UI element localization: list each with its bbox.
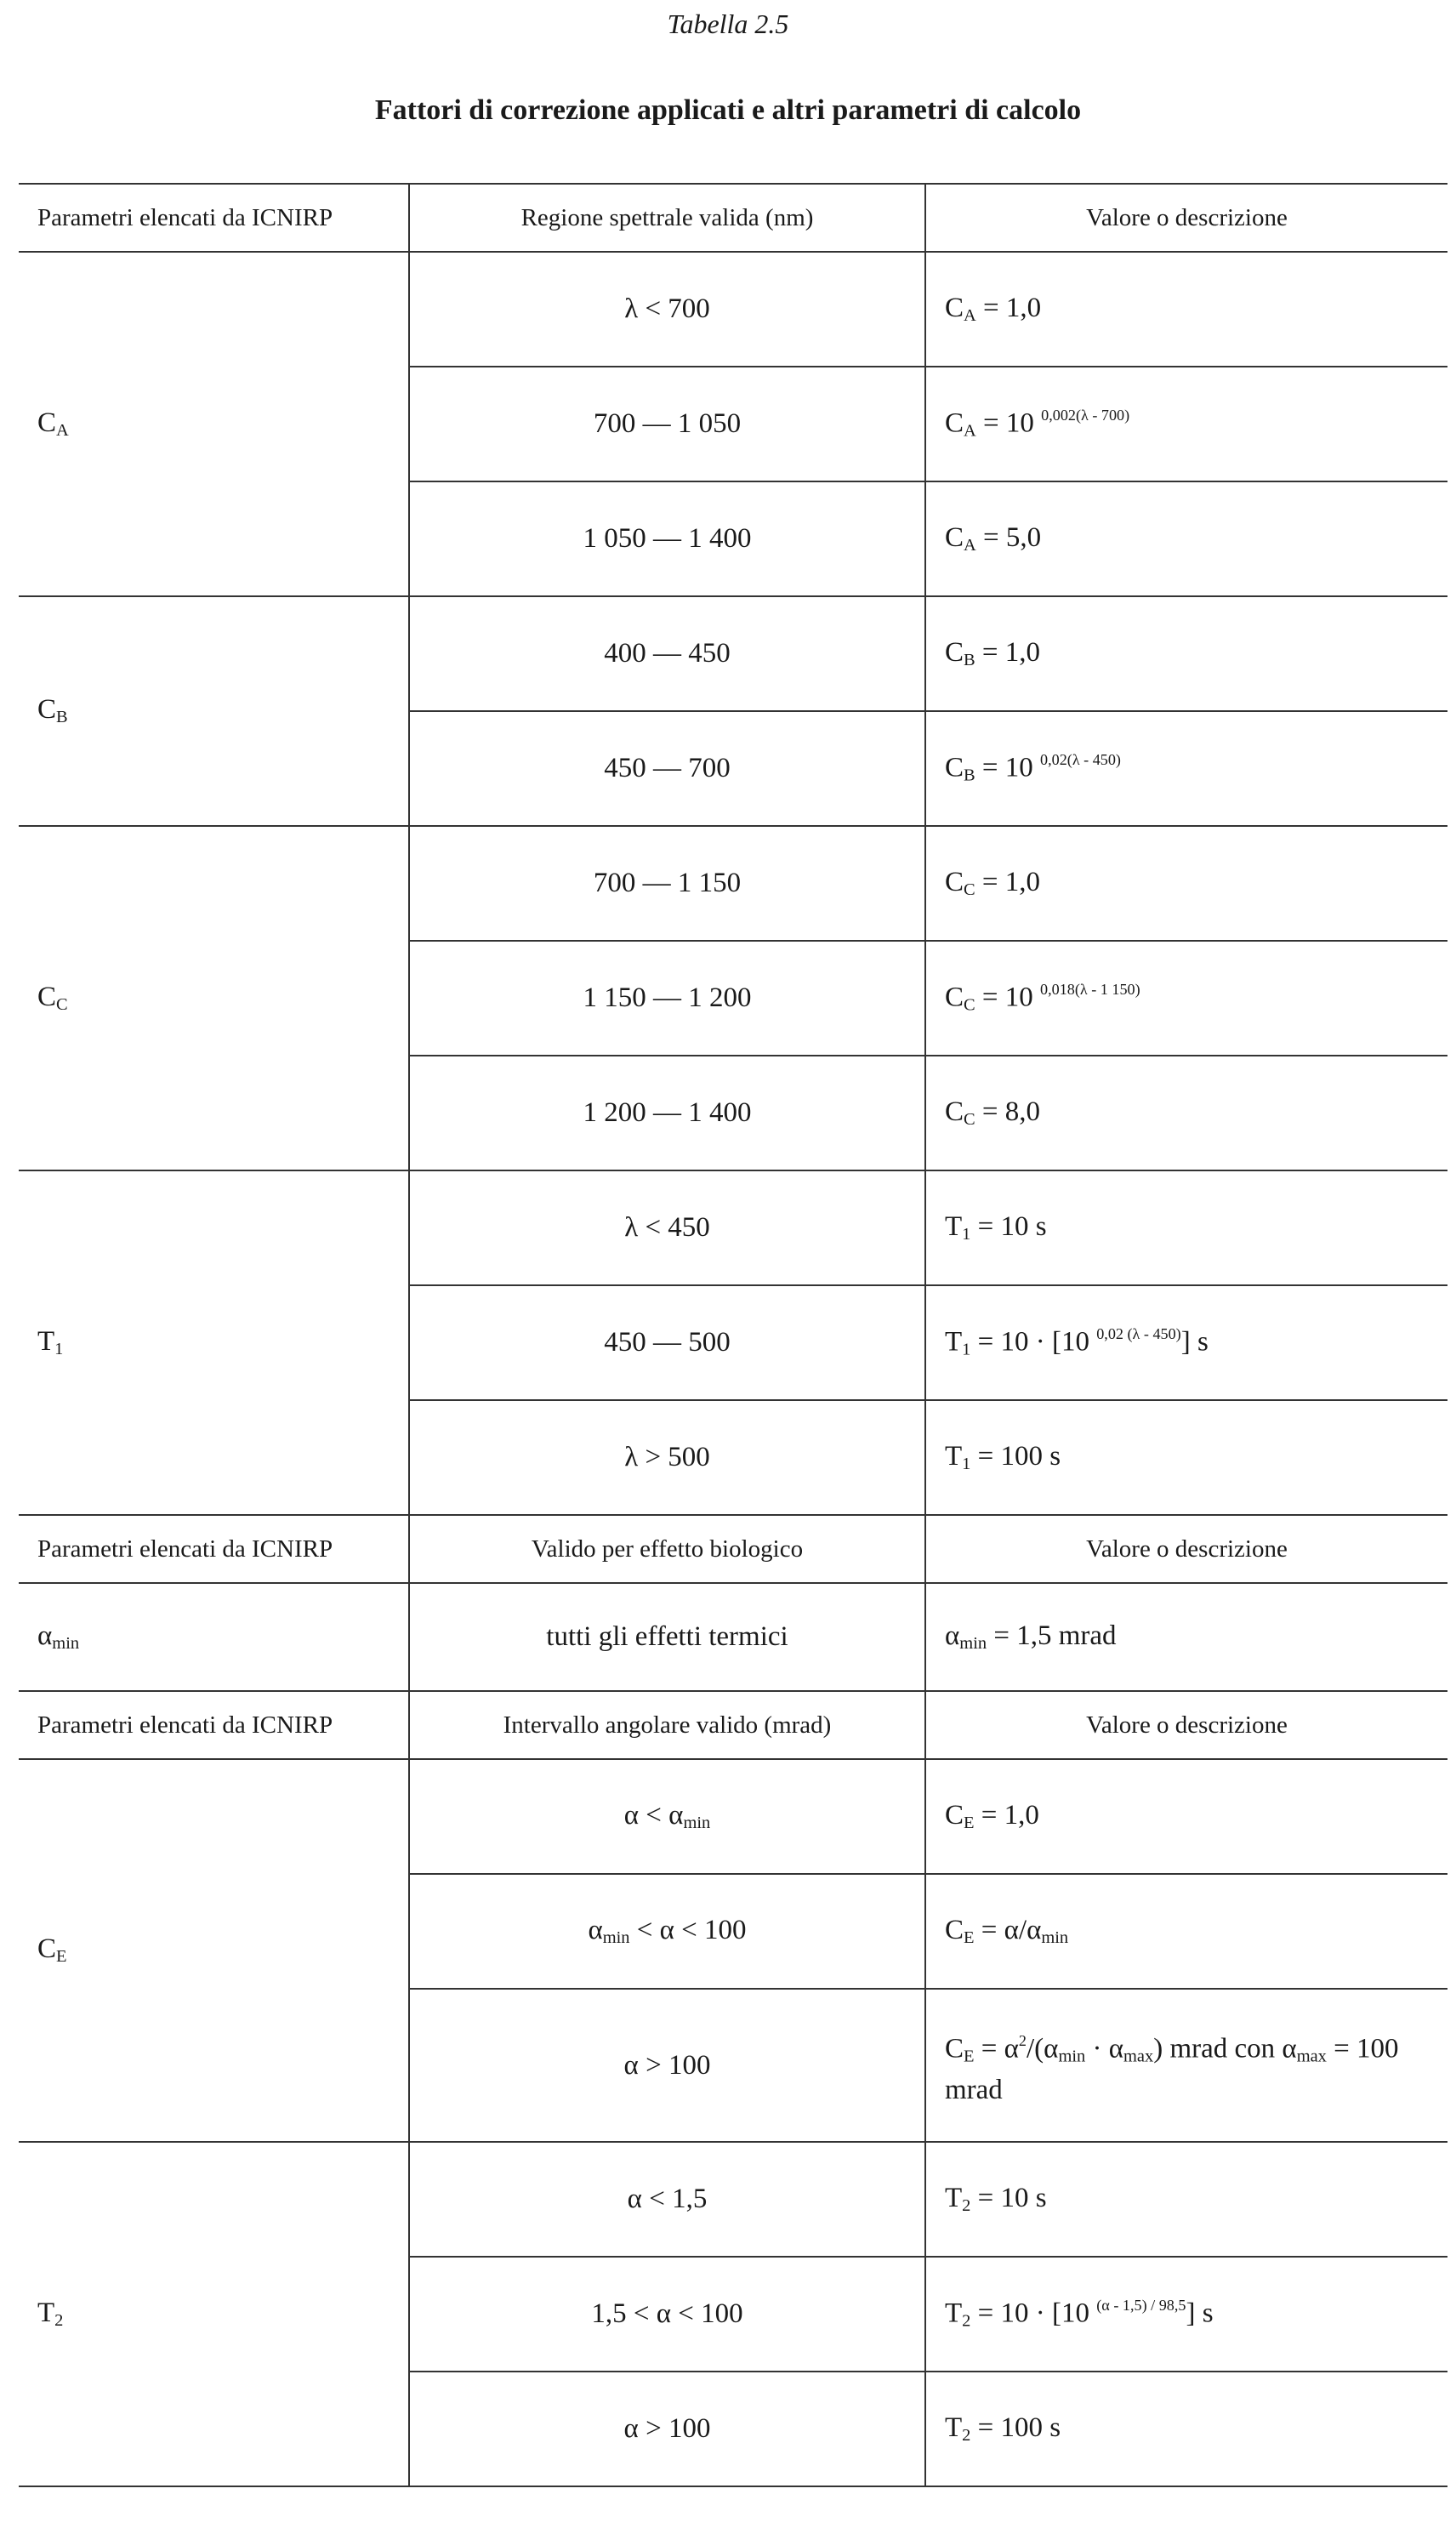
value-cell: $C_B = 10$ $^{0,02(\lambda - 450)}$ <box>925 711 1447 826</box>
value-cell: $C_E = \alpha/\alpha_{min}$ <box>925 1874 1447 1989</box>
header-value: Valore o descrizione <box>925 184 1447 252</box>
value-cell: $C_A = 5,0$ <box>925 481 1447 596</box>
range-cell: 1 150 — 1 200 <box>409 941 925 1056</box>
value-cell: $T_2 = 10$ s <box>925 2142 1447 2257</box>
range-cell: 400 — 450 <box>409 596 925 711</box>
range-cell: $\alpha < \alpha_{min}$ <box>409 1759 925 1874</box>
param-cc: $C_C$ <box>19 826 409 1170</box>
table-row <box>19 596 1447 711</box>
range-cell: 1 050 — 1 400 <box>409 481 925 596</box>
value-cell: $\alpha_{min} = 1,5$ mrad <box>925 1583 1447 1691</box>
range-cell: λ < 450 <box>409 1170 925 1285</box>
value-cell: $T_2 = 100$ s <box>925 2372 1447 2486</box>
value-cell: $C_A = 1,0$ <box>925 252 1447 367</box>
value-cell: $C_C = 10$ $^{0,018(\lambda - 1 150)}$ <box>925 941 1447 1056</box>
range-cell: α < 1,5 <box>409 2142 925 2257</box>
range-cell: 700 — 1 050 <box>409 367 925 481</box>
range-cell: 450 — 500 <box>409 1285 925 1400</box>
table-row <box>19 1170 1447 1285</box>
param-cb: $C_B$ <box>19 596 409 826</box>
value-cell: $T_2 = 10 \cdot [10$ $^{(\alpha - 1,5) / 98,5}$] s <box>925 2257 1447 2372</box>
range-cell: 1,5 < α < 100 <box>409 2257 925 2372</box>
table-header-row <box>19 184 1447 252</box>
range-cell: α > 100 <box>409 1989 925 2142</box>
param-t1: $T_1$ <box>19 1170 409 1515</box>
header-spectral-region: Regione spettrale valida (nm) <box>409 184 925 252</box>
header-parameters: Parametri elencati da ICNIRP <box>19 184 409 252</box>
value-cell: $T_1 = 100$ s <box>925 1400 1447 1515</box>
range-cell: $\alpha_{min} < \alpha < 100$ <box>409 1874 925 1989</box>
correction-factors-table <box>19 183 1447 2487</box>
header-value: Valore o descrizione <box>925 1515 1447 1583</box>
table-row <box>19 252 1447 367</box>
range-cell: λ > 500 <box>409 1400 925 1515</box>
header-angular-range: Intervallo angolare valido (mrad) <box>409 1691 925 1759</box>
table-header-row <box>19 1691 1447 1759</box>
table-row <box>19 1759 1447 1874</box>
table-title: Fattori di correzione applicati e altri parametri di calcolo <box>374 94 1082 126</box>
param-alpha-min: $\alpha_{min}$ <box>19 1583 409 1691</box>
table-row <box>19 826 1447 941</box>
param-ce: $C_E$ <box>19 1759 409 2142</box>
header-value: Valore o descrizione <box>925 1691 1447 1759</box>
range-cell: 450 — 700 <box>409 711 925 826</box>
table-row <box>19 2142 1447 2257</box>
param-t2: $T_2$ <box>19 2142 409 2486</box>
value-cell: $T_1 = 10$ s <box>925 1170 1447 1285</box>
effect-cell: tutti gli effetti termici <box>409 1583 925 1691</box>
value-cell: $C_C = 1,0$ <box>925 826 1447 941</box>
value-cell: $C_E = 1,0$ <box>925 1759 1447 1874</box>
value-cell: $C_E = \alpha^2/(\alpha_{min} \cdot \alpha_{max})$ mrad con $\alpha_{max} = 100$ mrad <box>925 1989 1447 2142</box>
param-ca: $C_A$ <box>19 252 409 596</box>
range-cell: λ < 700 <box>409 252 925 367</box>
header-parameters: Parametri elencati da ICNIRP <box>19 1515 409 1583</box>
value-cell: $C_A = 10$ $^{0,002(\lambda - 700)}$ <box>925 367 1447 481</box>
range-cell: 700 — 1 150 <box>409 826 925 941</box>
header-biological-effect: Valido per effetto biologico <box>409 1515 925 1583</box>
table-header-row <box>19 1515 1447 1583</box>
value-cell: $C_C = 8,0$ <box>925 1056 1447 1170</box>
value-cell: $T_1 = 10 \cdot [10$ $^{0,02 (\lambda - 450)}$] s <box>925 1285 1447 1400</box>
value-cell: $C_B = 1,0$ <box>925 596 1447 711</box>
range-cell: 1 200 — 1 400 <box>409 1056 925 1170</box>
range-cell: α > 100 <box>409 2372 925 2486</box>
table-caption: Tabella 2.5 <box>667 9 789 39</box>
table-row <box>19 1583 1447 1691</box>
header-parameters: Parametri elencati da ICNIRP <box>19 1691 409 1759</box>
